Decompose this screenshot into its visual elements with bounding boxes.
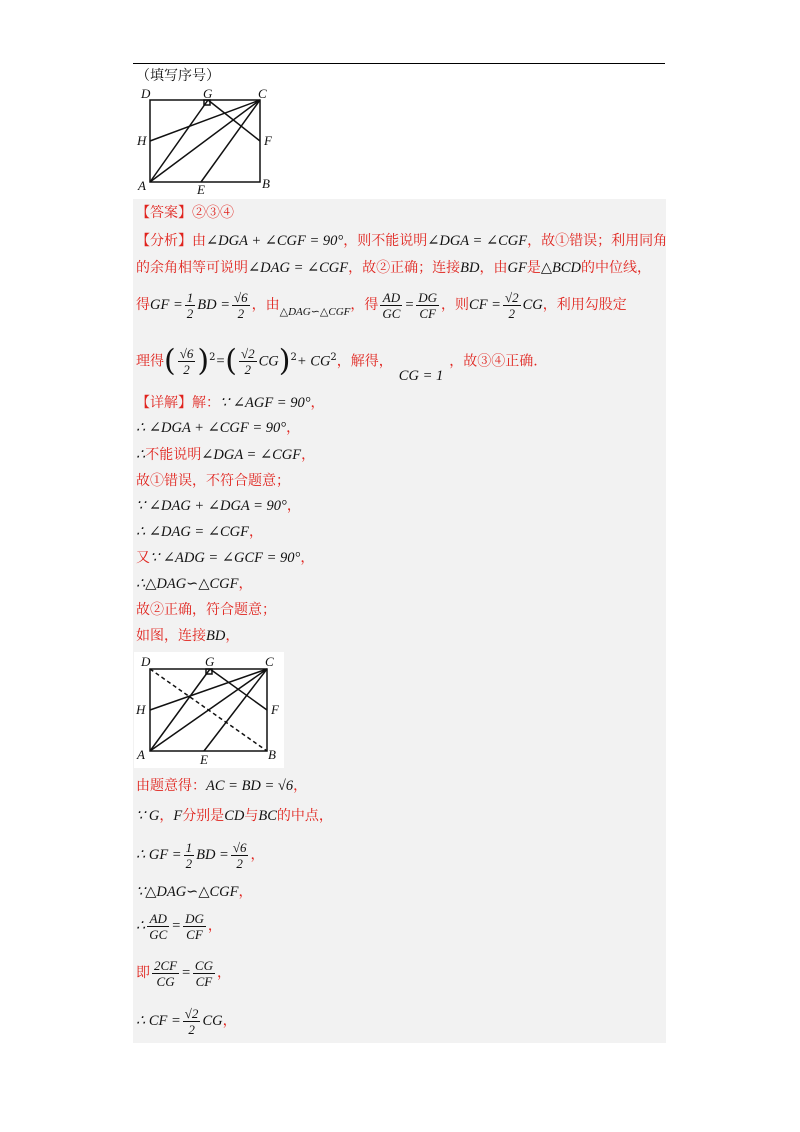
fraction xyxy=(239,346,257,377)
text: ，由 xyxy=(251,297,280,313)
math: BD = xyxy=(196,847,229,863)
numerator: √6 xyxy=(179,346,194,362)
label-B: B xyxy=(268,747,276,762)
math: ∠DAG = ∠CGF xyxy=(248,260,349,276)
text: 与 xyxy=(244,808,259,824)
denominator: 2 xyxy=(183,362,190,378)
denominator: CF xyxy=(186,926,203,942)
analysis-line-2 xyxy=(136,258,651,278)
text: 由题意得： xyxy=(136,778,206,794)
text: 是 xyxy=(526,260,541,276)
math: ∵ ∠AGF = 90° xyxy=(220,395,311,411)
exponent: 2 xyxy=(290,352,297,363)
paren: ) xyxy=(278,343,291,379)
analysis-tag: 【分析】 xyxy=(136,233,192,249)
text: ，则不能说明 xyxy=(343,233,428,249)
label-F: F xyxy=(264,133,272,148)
math: ∵ ∠DAG + ∠DGA = 90° xyxy=(136,498,287,514)
label-G: G xyxy=(205,654,215,669)
math: CG xyxy=(522,297,543,313)
math: = xyxy=(215,353,226,370)
label-A: A xyxy=(138,178,146,193)
denominator: GC xyxy=(382,305,401,321)
math: ∴ ∠DGA + ∠CGF = 90° xyxy=(136,420,287,436)
text: ，解得， xyxy=(336,353,393,370)
text: 又 xyxy=(136,550,150,566)
label-F: F xyxy=(271,702,279,717)
label-H: H xyxy=(137,133,147,148)
text: ，利用勾股定 xyxy=(542,297,627,313)
text: ，由 xyxy=(479,260,508,276)
detail-line-10 xyxy=(136,626,239,646)
label-D: D xyxy=(141,654,151,669)
detail-line-11 xyxy=(136,776,307,796)
fraction xyxy=(183,911,206,942)
label-C: C xyxy=(258,86,267,101)
text: ， xyxy=(300,550,315,566)
text: ， xyxy=(216,965,231,981)
math: F xyxy=(173,808,183,824)
numerator: √2 xyxy=(504,289,519,305)
math: GF = xyxy=(150,297,183,313)
denominator: 2 xyxy=(188,1021,195,1037)
math: CD xyxy=(224,808,245,824)
fraction xyxy=(183,1006,201,1037)
label-H: H xyxy=(136,702,146,717)
text: ， xyxy=(286,420,301,436)
text: ， xyxy=(293,778,308,794)
label-E: E xyxy=(200,752,208,767)
text: 由 xyxy=(192,233,206,249)
math: △DAG∽△CGF xyxy=(279,306,351,318)
text: 解： xyxy=(192,395,220,411)
math: BD xyxy=(206,628,226,644)
math: GF xyxy=(507,260,527,276)
math: BD xyxy=(460,260,480,276)
text: ， xyxy=(238,576,253,592)
fraction xyxy=(232,290,250,321)
paren: ( xyxy=(225,343,237,379)
text: 的余角相等可说明 xyxy=(136,260,248,276)
fraction xyxy=(503,290,521,321)
detail-line-4: 故①错误，不符合题意； xyxy=(136,473,290,489)
denominator: CG xyxy=(156,973,175,989)
math: ∵ G xyxy=(136,808,160,824)
math: + CG xyxy=(296,353,331,370)
math: BD = xyxy=(197,297,230,313)
text: 即 xyxy=(136,965,150,981)
math: ∴ xyxy=(136,447,146,463)
math: = xyxy=(404,297,415,313)
numerator: √2 xyxy=(184,1005,199,1021)
figure-1-diagram xyxy=(133,86,283,198)
math: AC = BD = √6 xyxy=(206,778,294,794)
fill-hint: （填写序号） xyxy=(136,68,220,84)
header-rule xyxy=(133,63,665,64)
analysis-line-4 xyxy=(136,336,538,398)
detail-line-1 xyxy=(136,393,325,413)
math: ∵△DAG∽△CGF xyxy=(136,884,239,900)
analysis-line-1 xyxy=(136,231,667,251)
fraction xyxy=(193,958,215,989)
math: ∴ ∠DAG = ∠CGF xyxy=(136,524,249,540)
detail-line-16 xyxy=(136,954,231,992)
detail-line-2 xyxy=(136,418,300,438)
text: ， xyxy=(248,524,263,540)
answer-tag: 【答案】 xyxy=(136,205,192,221)
denominator: 2 xyxy=(236,855,243,871)
math: ∠DGA + ∠CGF = 90° xyxy=(206,233,344,249)
math: = xyxy=(171,918,182,934)
label-A: A xyxy=(137,747,145,762)
text: 的中位线， xyxy=(580,260,651,276)
text: 如图，连接 xyxy=(136,628,206,644)
denominator: CF xyxy=(419,305,436,321)
paren: ( xyxy=(164,343,176,379)
text: ， xyxy=(286,498,301,514)
denominator: 2 xyxy=(185,855,193,871)
text: ， xyxy=(250,847,265,863)
math: ∴ GF = xyxy=(136,847,182,863)
numerator: √6 xyxy=(232,839,247,855)
detail-line-17 xyxy=(136,1002,237,1040)
detail-line-15 xyxy=(136,907,222,945)
paren: ) xyxy=(197,343,210,379)
math: ∵ ∠ADG = ∠GCF = 90° xyxy=(150,550,301,566)
detail-line-6 xyxy=(136,522,263,542)
denominator: 2 xyxy=(186,305,194,321)
text: ， xyxy=(310,395,325,411)
analysis-line-3 xyxy=(136,285,627,332)
text: ，得 xyxy=(350,297,379,313)
exponent: 2 xyxy=(330,352,337,363)
fraction xyxy=(178,346,196,377)
fraction xyxy=(147,911,169,942)
answer-line xyxy=(136,203,234,223)
math: CG xyxy=(202,1013,223,1029)
figure-2-diagram xyxy=(134,652,284,768)
text: ，故③④正确. xyxy=(449,353,538,370)
denominator: 2 xyxy=(244,362,252,378)
text: ，则 xyxy=(441,297,470,313)
denominator: GC xyxy=(149,926,168,942)
fraction xyxy=(380,290,402,321)
math: CF = xyxy=(469,297,501,313)
numerator: √6 xyxy=(234,289,248,305)
figure-2 xyxy=(134,652,284,772)
text: 分别是 xyxy=(182,808,225,824)
label-G: G xyxy=(203,86,213,101)
numerator: AD xyxy=(380,290,402,306)
text: ， xyxy=(222,1013,237,1029)
numerator: 2CF xyxy=(154,957,178,973)
text: ，故①错误；利用同角 xyxy=(527,233,668,249)
detail-line-12 xyxy=(136,806,333,826)
text: ， xyxy=(238,884,253,900)
math: ∴ CF = xyxy=(136,1013,181,1029)
math: CG = 1 xyxy=(398,367,444,384)
math: ∠DGA = ∠CGF xyxy=(427,233,528,249)
fraction xyxy=(185,290,196,321)
math: BC xyxy=(258,808,277,824)
math: ∠DGA = ∠CGF xyxy=(201,447,302,463)
fraction xyxy=(231,840,249,871)
detail-line-8 xyxy=(136,574,252,594)
label-B: B xyxy=(262,176,270,191)
text: 不能说明 xyxy=(145,447,202,463)
numerator: 1 xyxy=(186,289,194,305)
numerator: 1 xyxy=(185,839,193,855)
math: ∴ xyxy=(136,918,146,934)
detail-line-13 xyxy=(136,836,264,874)
figure-1 xyxy=(133,86,283,202)
denominator: 2 xyxy=(237,305,245,321)
text: ， xyxy=(301,447,316,463)
fraction xyxy=(152,958,179,989)
fraction xyxy=(184,840,195,871)
detail-line-9: 故②正确，符合题意； xyxy=(136,602,276,618)
detail-line-3 xyxy=(136,445,315,465)
detail-tag: 【详解】 xyxy=(136,395,192,411)
numerator: DG xyxy=(185,910,204,926)
numerator: AD xyxy=(147,911,169,927)
detail-line-7 xyxy=(136,548,314,568)
math: = xyxy=(181,965,191,981)
text: 得 xyxy=(136,297,150,313)
text: ， xyxy=(207,918,222,934)
label-D: D xyxy=(141,86,151,101)
text: 的中点， xyxy=(276,808,333,824)
numerator: DG xyxy=(418,289,438,305)
detail-line-5 xyxy=(136,496,301,516)
label-E: E xyxy=(197,182,205,197)
fraction xyxy=(416,290,439,321)
numerator: √2 xyxy=(240,346,255,362)
detail-line-14 xyxy=(136,882,252,902)
text: 理得 xyxy=(136,353,164,370)
text: ， xyxy=(159,808,174,824)
exponent: 2 xyxy=(209,352,216,363)
text: ，故②正确；连接 xyxy=(348,260,461,276)
text: ， xyxy=(225,628,240,644)
denominator: 2 xyxy=(508,305,516,321)
math: ∴△DAG∽△CGF xyxy=(136,576,239,592)
math: CG xyxy=(258,353,279,370)
denominator: CF xyxy=(195,973,213,989)
answer-value: ②③④ xyxy=(192,205,234,221)
label-C: C xyxy=(265,654,274,669)
math: △BCD xyxy=(540,260,581,276)
numerator: CG xyxy=(194,957,213,973)
